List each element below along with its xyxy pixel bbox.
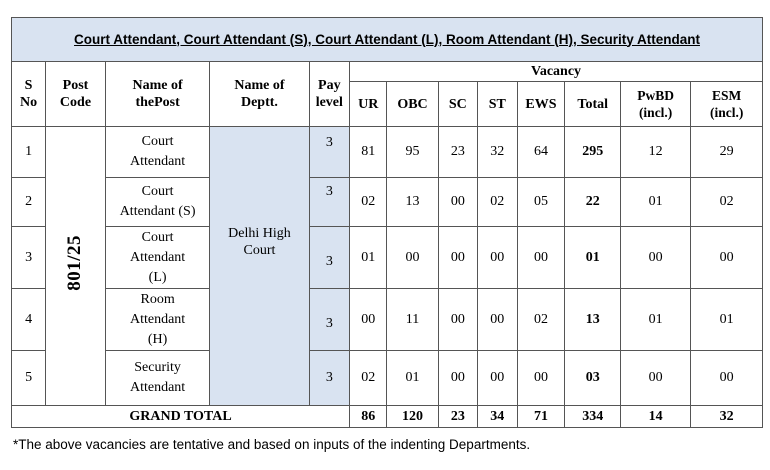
cell-esm: 02 xyxy=(691,178,763,227)
cell-sc: 00 xyxy=(438,227,477,289)
grand-total-st: 34 xyxy=(478,406,517,428)
cell-post-name: Court Attendant (S) xyxy=(105,178,210,227)
cell-pwbd: 00 xyxy=(620,227,690,289)
grand-total-label: GRAND TOTAL xyxy=(12,406,350,428)
cell-ews: 05 xyxy=(517,178,565,227)
header-st: ST xyxy=(478,82,517,127)
grand-total-ur: 86 xyxy=(350,406,387,428)
cell-st: 02 xyxy=(478,178,517,227)
cell-sc: 00 xyxy=(438,178,477,227)
header-obc: OBC xyxy=(387,82,438,127)
cell-sno: 2 xyxy=(12,178,46,227)
cell-total: 295 xyxy=(565,127,620,178)
header-vacancy: Vacancy xyxy=(350,62,763,82)
cell-total: 03 xyxy=(565,351,620,406)
header-total: Total xyxy=(565,82,620,127)
cell-sc: 00 xyxy=(438,351,477,406)
grand-total-pwbd: 14 xyxy=(620,406,690,428)
cell-sno: 3 xyxy=(12,227,46,289)
cell-obc: 95 xyxy=(387,127,438,178)
department-cell: Delhi High Court xyxy=(210,127,309,406)
cell-esm: 29 xyxy=(691,127,763,178)
grand-total-obc: 120 xyxy=(387,406,438,428)
cell-ur: 01 xyxy=(350,227,387,289)
table-row xyxy=(12,127,763,178)
grand-total-sc: 23 xyxy=(438,406,477,428)
cell-post-name: Court Attendant (L) xyxy=(105,227,210,289)
cell-ur: 02 xyxy=(350,178,387,227)
table-row xyxy=(12,351,763,406)
header-esm: ESM (incl.) xyxy=(691,82,763,127)
cell-total: 22 xyxy=(565,178,620,227)
grand-total-ews: 71 xyxy=(517,406,565,428)
header-pwbd: PwBD (incl.) xyxy=(620,82,690,127)
table-row xyxy=(12,178,763,227)
cell-pay-level: 3 xyxy=(309,227,350,289)
cell-ur: 02 xyxy=(350,351,387,406)
table-row xyxy=(12,227,763,289)
cell-esm: 01 xyxy=(691,289,763,351)
header-ur: UR xyxy=(350,82,387,127)
header-ews: EWS xyxy=(517,82,565,127)
header-pay-level: Pay level xyxy=(309,62,350,127)
cell-pay-level: 3 xyxy=(309,351,350,406)
cell-post-name: Room Attendant (H) xyxy=(105,289,210,351)
cell-ews: 64 xyxy=(517,127,565,178)
cell-pwbd: 01 xyxy=(620,178,690,227)
cell-pwbd: 12 xyxy=(620,127,690,178)
cell-total: 13 xyxy=(565,289,620,351)
vacancy-sheet xyxy=(11,17,763,428)
cell-esm: 00 xyxy=(691,351,763,406)
cell-ews: 02 xyxy=(517,289,565,351)
header-sno: S No xyxy=(12,62,46,127)
post-code: 801/25 xyxy=(64,234,86,291)
header-sc: SC xyxy=(438,82,477,127)
cell-post-name: Court Attendant xyxy=(105,127,210,178)
cell-sc: 00 xyxy=(438,289,477,351)
cell-ews: 00 xyxy=(517,351,565,406)
cell-obc: 11 xyxy=(387,289,438,351)
cell-st: 00 xyxy=(478,351,517,406)
grand-total-row xyxy=(12,406,763,428)
cell-obc: 01 xyxy=(387,351,438,406)
header-post-code: Post Code xyxy=(46,62,106,127)
cell-pay-level: 3 xyxy=(309,178,350,227)
cell-st: 32 xyxy=(478,127,517,178)
cell-ur: 81 xyxy=(350,127,387,178)
cell-total: 01 xyxy=(565,227,620,289)
cell-ews: 00 xyxy=(517,227,565,289)
cell-post-name: Security Attendant xyxy=(105,351,210,406)
vacancy-table xyxy=(11,17,763,428)
cell-ur: 00 xyxy=(350,289,387,351)
cell-pwbd: 01 xyxy=(620,289,690,351)
table-row xyxy=(12,289,763,351)
header-name-of-deptt: Name of Deptt. xyxy=(210,62,309,127)
grand-total-esm: 32 xyxy=(691,406,763,428)
cell-sno: 5 xyxy=(12,351,46,406)
cell-st: 00 xyxy=(478,289,517,351)
cell-sno: 4 xyxy=(12,289,46,351)
cell-esm: 00 xyxy=(691,227,763,289)
post-code-cell xyxy=(46,127,106,406)
cell-st: 00 xyxy=(478,227,517,289)
cell-pwbd: 00 xyxy=(620,351,690,406)
cell-pay-level: 3 xyxy=(309,127,350,178)
cell-sc: 23 xyxy=(438,127,477,178)
table-title: Court Attendant, Court Attendant (S), Court Attendant (L), Room Attendant (H), Security Attendant xyxy=(12,18,763,62)
cell-pay-level: 3 xyxy=(309,289,350,351)
footnote: *The above vacancies are tentative and based on inputs of the indenting Departments. xyxy=(13,437,531,452)
grand-total-total: 334 xyxy=(565,406,620,428)
cell-sno: 1 xyxy=(12,127,46,178)
header-name-of-post: Name of thePost xyxy=(105,62,210,127)
cell-obc: 13 xyxy=(387,178,438,227)
cell-obc: 00 xyxy=(387,227,438,289)
